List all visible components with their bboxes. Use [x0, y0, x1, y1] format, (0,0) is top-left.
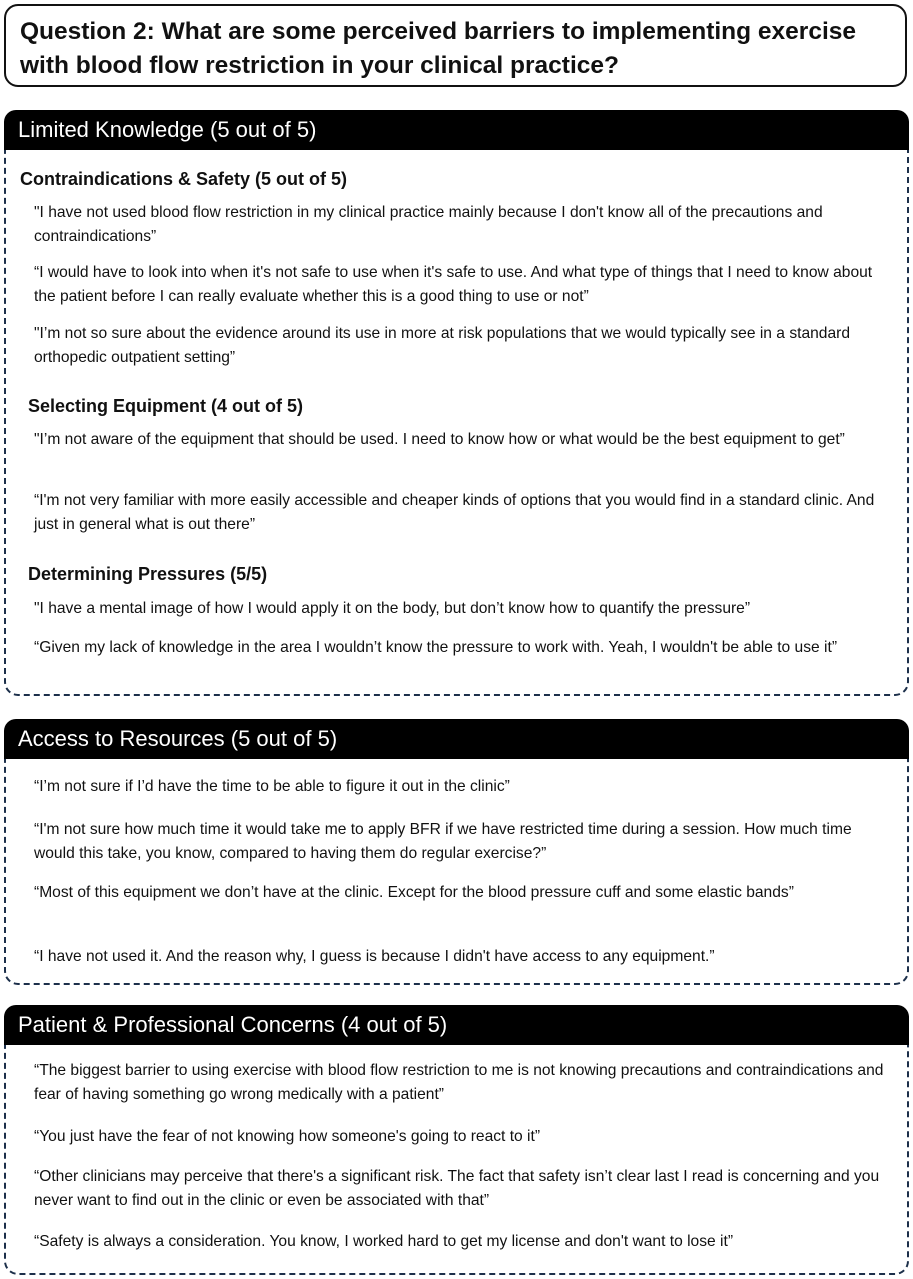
section-limited-knowledge: [4, 110, 909, 696]
subsection-title: Determining Pressures (5/5): [28, 564, 268, 584]
section-header: Access to Resources (5 out of 5): [4, 719, 909, 759]
quote: “I have not used it. And the reason why, I guess is because I didn't have access to any equipment.”: [34, 948, 715, 965]
quote: “The biggest barrier to using exercise with blood flow restriction to me is not knowing precautions and contraindications and fear of having something go wrong medically with a patient”: [34, 1062, 884, 1103]
section-patient-professional-concerns: [4, 1005, 909, 1275]
quote: “You just have the fear of not knowing how someone's going to react to it”: [34, 1128, 541, 1145]
quote: "I have a mental image of how I would apply it on the body, but don’t know how to quantify the pressure”: [34, 600, 751, 617]
section-header: Patient & Professional Concerns (4 out of 5): [4, 1005, 909, 1045]
quote: “I would have to look into when it's not safe to use when it's safe to use. And what type of things that I need to know about the patient before I can really evaluate whether this is a good thing to use or not”: [34, 264, 873, 305]
quote: “Safety is always a consideration. You know, I worked hard to get my license and don't want to lose it”: [34, 1233, 734, 1250]
quote: “Other clinicians may perceive that there's a significant risk. The fact that safety isn’t clear last I read is concerning and you never want to find out in the clinic or even be associated with that”: [34, 1168, 880, 1209]
section-header: Limited Knowledge (5 out of 5): [4, 110, 909, 150]
quote: “Given my lack of knowledge in the area I wouldn’t know the pressure to work with. Yeah, I wouldn't be able to use it”: [34, 639, 838, 656]
quote: “I’m not sure if I’d have the time to be able to figure it out in the clinic”: [34, 778, 510, 795]
quote: "I’m not so sure about the evidence around its use in more at risk populations that we would typically see in a standard orthopedic outpatient setting”: [34, 325, 850, 366]
subsection-title: Selecting Equipment (4 out of 5): [28, 396, 304, 416]
question-title: Question 2: What are some perceived barriers to implementing exercise with blood flow restriction in your clinical practice?: [4, 4, 907, 87]
quote: "I’m not aware of the equipment that should be used. I need to know how or what would be the best equipment to get”: [34, 431, 845, 448]
quote: “I'm not very familiar with more easily accessible and cheaper kinds of options that you would find in a standard clinic. And just in general what is out there”: [34, 492, 875, 533]
quote: "I have not used blood flow restriction in my clinical practice mainly because I don't know all of the precautions and contraindications”: [34, 204, 823, 245]
quote: “I'm not sure how much time it would take me to apply BFR if we have restricted time during a session. How much time would this take, you know, compared to having them do regular exercise?”: [34, 821, 852, 862]
section-access-to-resources: [4, 719, 909, 985]
subsection-title: Contraindications & Safety (5 out of 5): [20, 169, 348, 189]
quote: “Most of this equipment we don’t have at the clinic. Except for the blood pressure cuff and some elastic bands”: [34, 884, 794, 901]
